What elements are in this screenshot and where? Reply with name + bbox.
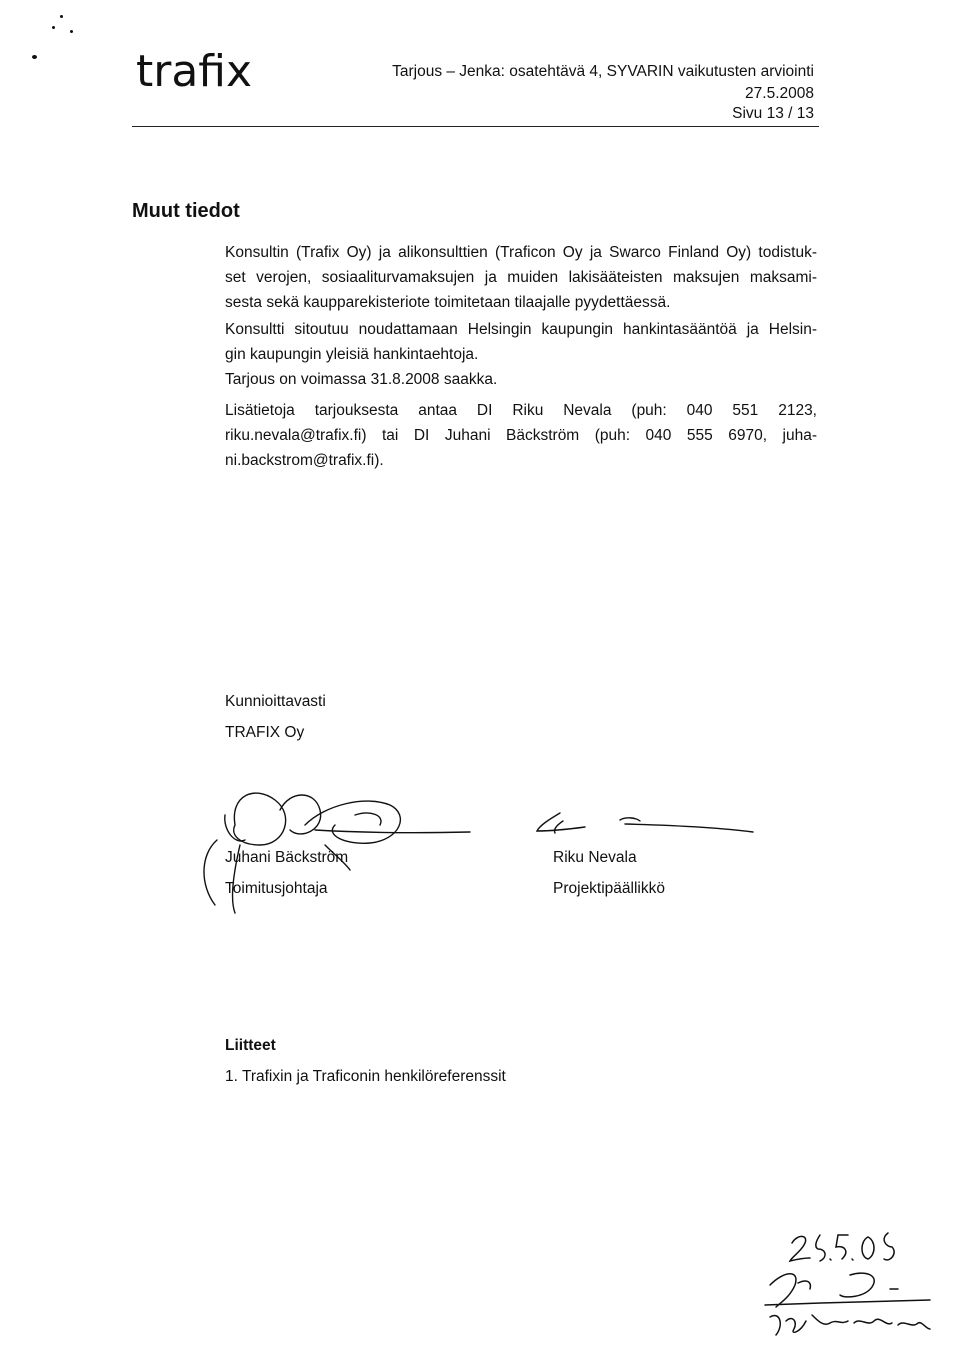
header-rule <box>132 126 819 127</box>
company-logo: trafix <box>136 46 253 97</box>
paragraph-line: gin kaupungin yleisiä hankintaehtoja. <box>225 346 479 363</box>
attachments-heading: Liitteet <box>225 1037 276 1054</box>
paragraph-line: set verojen, sosiaaliturvamaksujen ja muiden lakisääteisten maksujen maksami- <box>225 269 817 286</box>
paragraph-certificates <box>225 240 817 315</box>
attachment-item: 1. Trafixin ja Traficonin henkilöreferenssit <box>225 1068 506 1085</box>
closing-greeting: Kunnioittavasti <box>225 693 326 710</box>
scan-speck <box>32 55 37 59</box>
scan-speck <box>60 15 63 18</box>
paragraph-line: Tarjous on voimassa 31.8.2008 saakka. <box>225 371 498 388</box>
paragraph-commitment <box>225 317 817 367</box>
scan-speck <box>52 26 55 29</box>
signatory-name-2: Riku Nevala <box>553 849 637 866</box>
scan-speck <box>70 30 73 33</box>
paragraph-line: Lisätietoja tarjouksesta antaa DI Riku Nevala (puh: 040 551 2123, <box>225 402 817 419</box>
signatory-title-2: Projektipäällikkö <box>553 880 665 897</box>
signatory-name-1: Juhani Bäckström <box>225 849 349 866</box>
paragraph-line: Konsultin (Trafix Oy) ja alikonsulttien (Traficon Oy ja Swarco Finland Oy) todistuk- <box>225 244 817 261</box>
document-date: 27.5.2008 <box>745 85 814 102</box>
signatory-title-1: Toimitusjohtaja <box>225 880 328 897</box>
paragraph-line: riku.nevala@trafix.fi) tai DI Juhani Bäckström (puh: 040 555 6970, juha- <box>225 427 817 444</box>
paragraph-validity <box>225 367 817 392</box>
paragraph-line: Konsultti sitoutuu noudattamaan Helsingin kaupungin hankintasääntöä ja Helsin- <box>225 321 817 338</box>
paragraph-line: ni.backstrom@trafix.fi). <box>225 452 384 469</box>
document-title: Tarjous – Jenka: osatehtävä 4, SYVARIN vaikutusten arviointi <box>392 63 814 80</box>
page-number: Sivu 13 / 13 <box>732 105 814 122</box>
signature-nevala <box>525 805 765 845</box>
section-heading: Muut tiedot <box>132 200 240 222</box>
handwritten-date-note <box>740 1225 940 1340</box>
company-name: TRAFIX Oy <box>225 724 305 741</box>
paragraph-line: sesta sekä kaupparekisteriote toimitetaan tilaajalle pyydettäessä. <box>225 294 671 311</box>
paragraph-contacts <box>225 398 817 473</box>
